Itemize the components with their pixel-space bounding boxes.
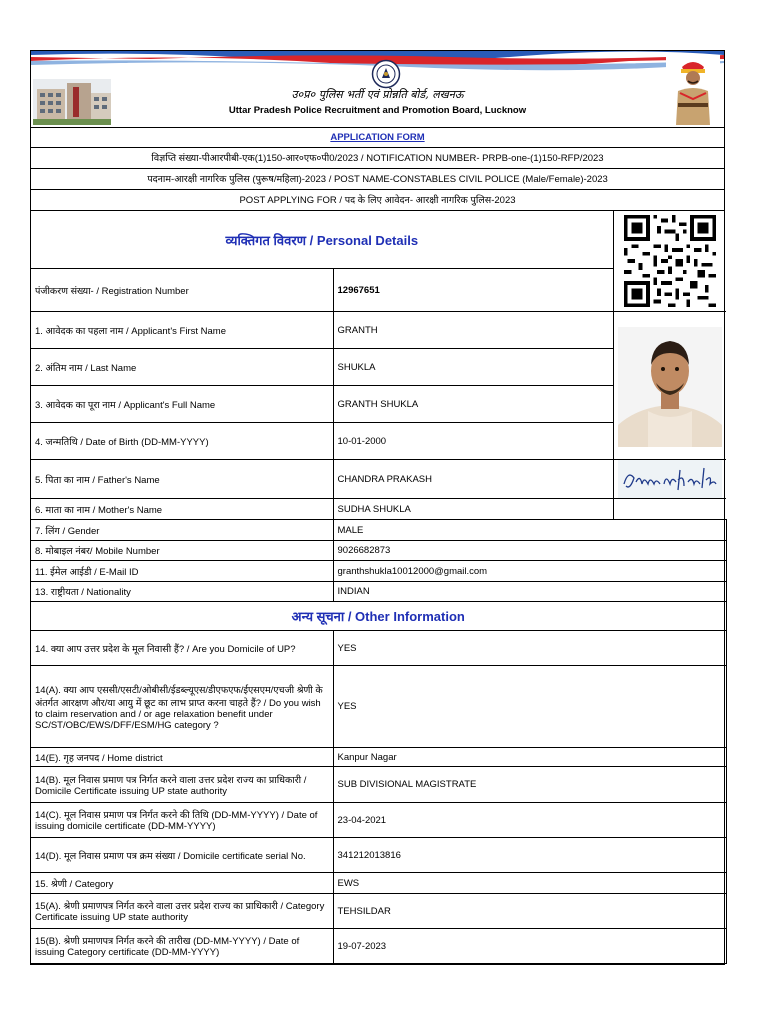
- field-label: 11. ईमेल आईडी / E-Mail ID: [31, 561, 333, 582]
- field-label: 8. मोबाइल नंबर/ Mobile Number: [31, 541, 333, 561]
- field-value: INDIAN: [333, 582, 726, 602]
- field-label: 14(B). मूल निवास प्रमाण पत्र निर्गत करने वाला उत्तर प्रदेश राज्य का प्राधिकारी / Domicile Certificate issuing UP state authority: [31, 767, 333, 803]
- field-value: 10-01-2000: [333, 423, 613, 460]
- qr-cell: [613, 211, 726, 312]
- field-value: 9026682873: [333, 541, 726, 561]
- building-image: [33, 79, 111, 125]
- signature-cell: [613, 460, 726, 499]
- form-title: APPLICATION FORM: [31, 128, 724, 148]
- field-label: 15(B). श्रेणी प्रमाणपत्र निर्गत करने की तारीख (DD-MM-YYYY) / Date of issuing Category certificate (DD-MM-YYYY): [31, 929, 333, 964]
- field-label: 1. आवेदक का पहला नाम / Applicant's First Name: [31, 312, 333, 349]
- field-value: YES: [333, 631, 726, 666]
- field-value: EWS: [333, 873, 726, 894]
- field-label: 14. क्या आप उत्तर प्रदेश के मूल निवासी हैं? / Are you Domicile of UP?: [31, 631, 333, 666]
- field-label: 6. माता का नाम / Mother's Name: [31, 499, 333, 520]
- police-officer-image: [666, 55, 720, 125]
- post-name: पदनाम-आरक्षी नागरिक पुलिस (पुरूष/महिला)-2023 / POST NAME-CONSTABLES CIVIL POLICE (Male/Female)-2023: [31, 169, 724, 190]
- field-value: 23-04-2021: [333, 803, 726, 838]
- post-applying-for: POST APPLYING FOR / पद के लिए आवेदन- आरक्षी नागरिक पुलिस-2023: [31, 190, 724, 211]
- field-label: 7. लिंग / Gender: [31, 520, 333, 541]
- field-value: MALE: [333, 520, 726, 541]
- field-value: Kanpur Nagar: [333, 748, 726, 767]
- field-label: 14(A). क्या आप एससी/एसटी/ओबीसी/ईडब्ल्यूएस/डीएफएफ/ईएसएम/एचजी श्रेणी के अंतर्गत आरक्षण और/या आयु में छूट का लाभ प्राप्त करना चाहते हैं? / Do you wish to claim reservation and / or age relaxation benefit under SC/ST/OBC/EWS/DFF/ESM/HG category ?: [31, 666, 333, 748]
- field-label: 13. राष्ट्रीयता / Nationality: [31, 582, 333, 602]
- field-value: SUB DIVISIONAL MAGISTRATE: [333, 767, 726, 803]
- field-label: 3. आवेदक का पूरा नाम / Applicant's Full Name: [31, 386, 333, 423]
- field-label: 14(C). मूल निवास प्रमाण पत्र निर्गत करने की तिथि (DD-MM-YYYY) / Date of issuing domicile certificate (DD-MM-YYYY): [31, 803, 333, 838]
- field-label: 14(D). मूल निवास प्रमाण पत्र क्रम संख्या / Domicile certificate serial No.: [31, 838, 333, 873]
- field-label: 15(A). श्रेणी प्रमाणपत्र निर्गत करने वाला उत्तर प्रदेश राज्य का प्राधिकारी / Category Certificate issuing UP state authority: [31, 894, 333, 929]
- field-label: 14(E). गृह जनपद / Home district: [31, 748, 333, 767]
- empty-cell: [613, 499, 726, 520]
- field-value: 19-07-2023: [333, 929, 726, 964]
- notification-number: विज्ञप्ति संख्या-पीआरपीबी-एक(1)150-आर०एफ०पी0/2023 / NOTIFICATION NUMBER- PRPB-one-(1)150-RFP/2023: [31, 148, 724, 169]
- application-sheet: [30, 50, 725, 965]
- field-value: 341212013816: [333, 838, 726, 873]
- qr-code-icon: [624, 215, 716, 307]
- field-value: CHANDRA PRAKASH: [333, 460, 613, 499]
- details-table: [31, 211, 727, 964]
- photo-cell: [613, 312, 726, 460]
- board-name-hindi: उ०प्र० पुलिस भर्ती एवं प्रोन्नति बोर्ड, लखनऊ: [291, 88, 464, 101]
- field-value: 12967651: [333, 269, 613, 312]
- field-label: 4. जन्मतिथि / Date of Birth (DD-MM-YYYY): [31, 423, 333, 460]
- field-value: GRANTH: [333, 312, 613, 349]
- field-value: YES: [333, 666, 726, 748]
- field-label: 2. अंतिम नाम / Last Name: [31, 349, 333, 386]
- board-name-english: Uttar Pradesh Police Recruitment and Promotion Board, Lucknow: [228, 105, 527, 116]
- field-value: GRANTH SHUKLA: [333, 386, 613, 423]
- field-value: SHUKLA: [333, 349, 613, 386]
- header-banner: [31, 51, 724, 128]
- board-emblem-icon: [371, 59, 401, 89]
- field-label: 15. श्रेणी / Category: [31, 873, 333, 894]
- field-label: 5. पिता का नाम / Father's Name: [31, 460, 333, 499]
- applicant-photo: [618, 327, 722, 447]
- field-value: TEHSILDAR: [333, 894, 726, 929]
- signature-image: [618, 460, 722, 498]
- field-label: पंजीकरण संख्या- / Registration Number: [31, 269, 333, 312]
- other-info-heading: अन्य सूचना / Other Information: [31, 602, 726, 631]
- personal-details-heading: व्यक्तिगत विवरण / Personal Details: [31, 211, 613, 269]
- field-value: SUDHA SHUKLA: [333, 499, 613, 520]
- field-value: granthshukla10012000@gmail.com: [333, 561, 726, 582]
